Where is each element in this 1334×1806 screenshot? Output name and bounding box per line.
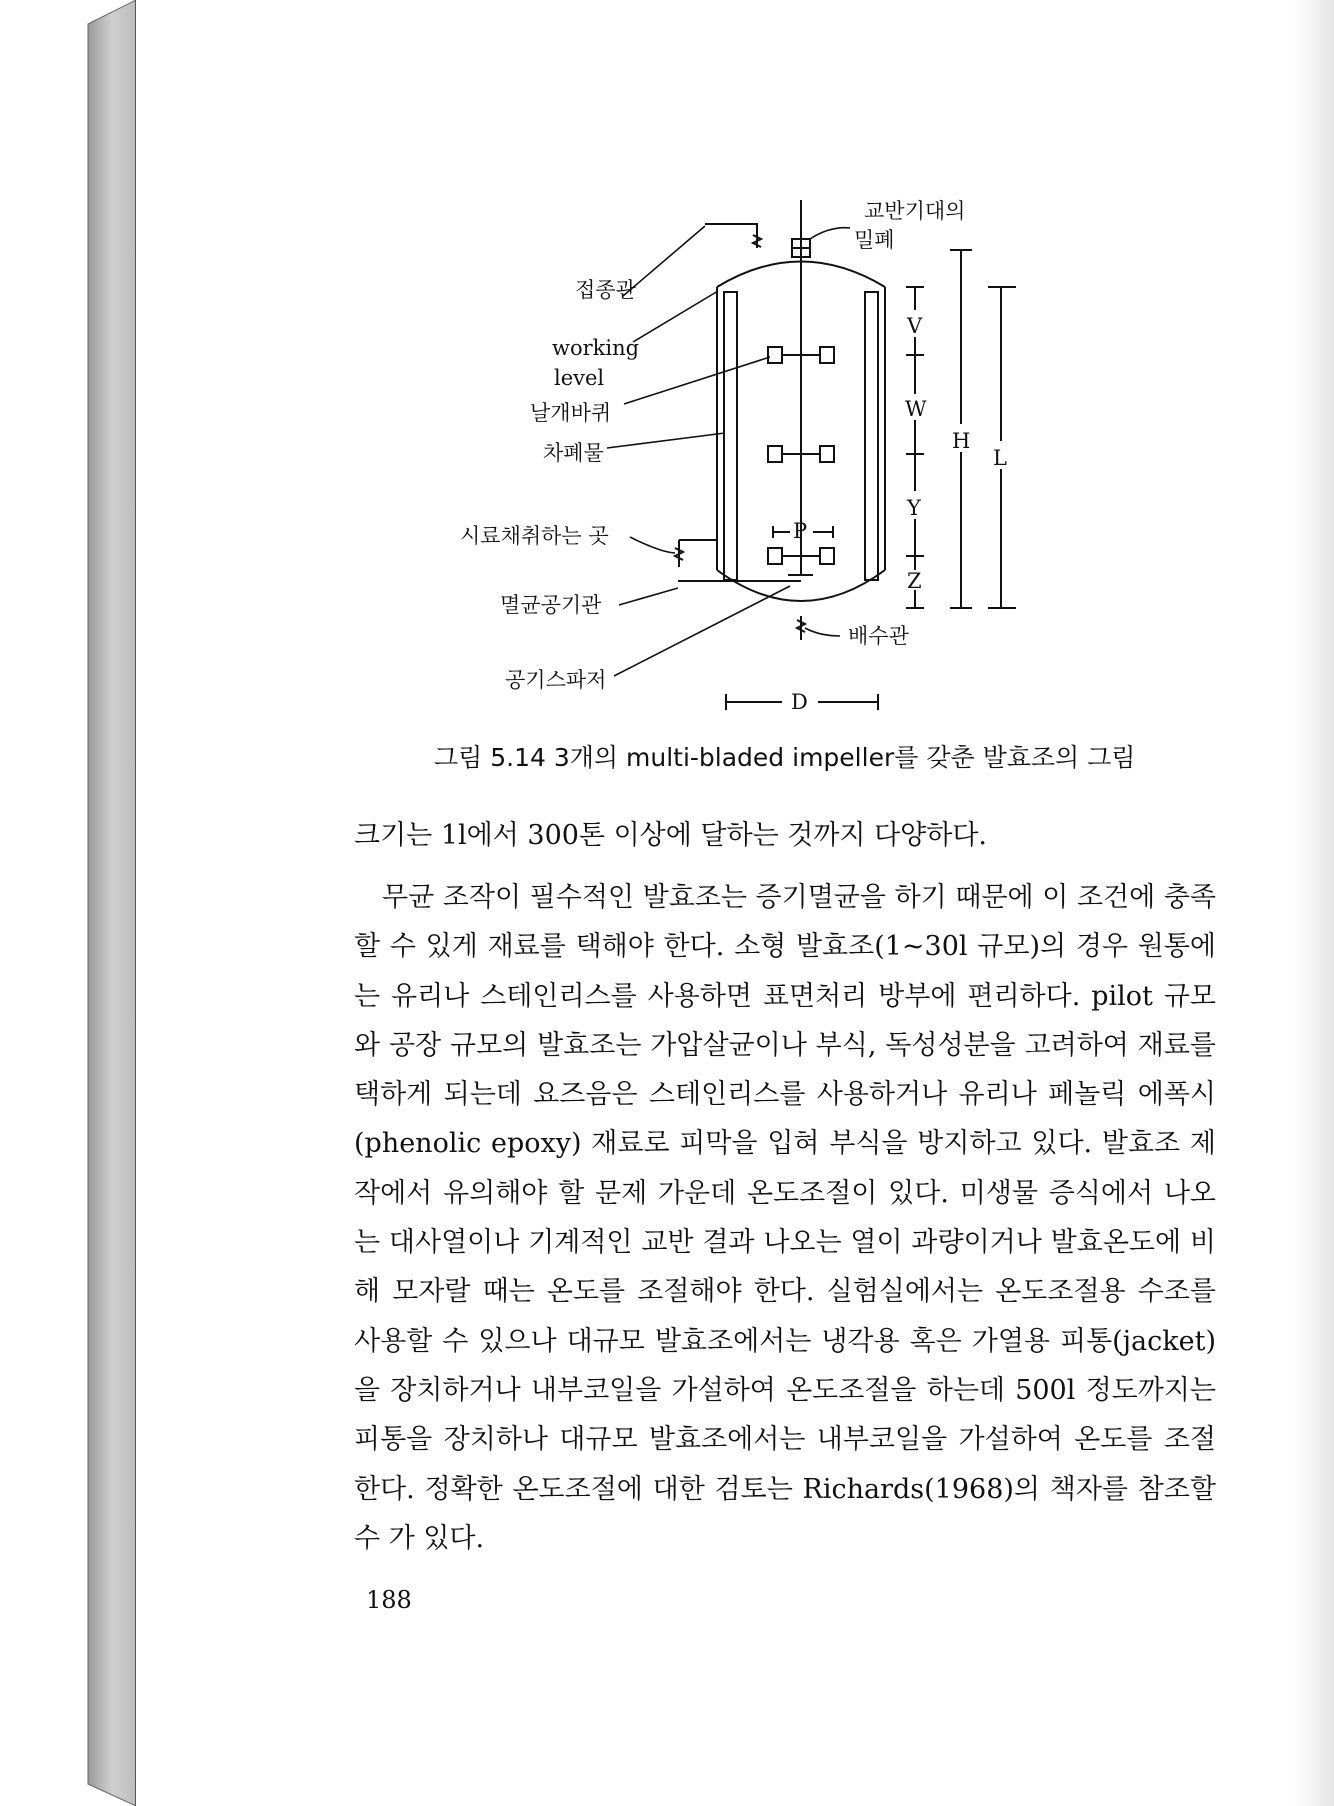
label-dim-w: W	[905, 397, 927, 421]
leader-lines	[607, 226, 850, 676]
label-baffle: 차폐물	[543, 441, 604, 465]
sampling-valve	[675, 540, 717, 567]
label-impeller: 날개바퀴	[530, 401, 612, 425]
label-sparger: 공기스파저	[505, 668, 607, 692]
label-dim-p: P	[793, 519, 808, 543]
label-level: level	[554, 366, 605, 390]
inoculation-pipe	[705, 224, 761, 248]
label-seal-1: 교반기대의	[864, 199, 966, 223]
label-drain: 배수관	[848, 624, 909, 648]
label-dim-z: Z	[907, 569, 922, 593]
label-sterile-air: 멸균공기관	[500, 593, 602, 617]
figure-caption: 그림 5.14 3개의 multi-bladed impeller를 갖춘 발효조의 그림	[434, 743, 1136, 772]
label-dim-y: Y	[907, 496, 921, 520]
text-paragraph: 무균 조작이 필수적인 발효조는 증기멸균을 하기 때문에 이 조건에 충족할 수 있게 재료를 택해야 한다. 소형 발효조(1~30l 규모)의 경우 원통에는 유리나 스테인리스를 사용하면 표면처리 방부에 편리하다. pilot 규모와 공장 규모의 발효조는 가압살균이나 부식, 독성성분을 고려하여 재료를 택하게 되는데 요즈음은 스테인리스를 사용하거나 유리나 페놀릭 에폭시(phenolic epoxy) 재료로 피막을 입혀 부식을 방지하고 있다. 발효조 제작에서 유의해야 할 문제 가운데 온도조절이 있다. 미생물 증식에서 나오는 대사열이나 기계적인 교반 결과 나오는 열이 과량이거나 발효온도에 비해 모자랄 때는 온도를 조절해야 한다. 실험실에서는 온도조절용 수조를 사용할 수 있으나 대규모 발효조에서는 냉각용 혹은 가열용 피통(jacket)을 장치하거나 내부코일을 가설하여 온도조절을 하는데 500l 정도까지는 피통을 장치하나 대규모 발효조에서는 내부코일을 가설하여 온도를 조절한다. 정확한 온도조절에 대한 검토는 Richards(1968)의 책자를 참조할 수 가 있다.	[354, 882, 1216, 1554]
label-dim-l: L	[993, 446, 1007, 470]
label-inoculation: 접종관	[575, 278, 636, 302]
label-dim-d: D	[791, 690, 808, 714]
air-sparger	[678, 575, 813, 581]
label-dim-h: H	[952, 429, 971, 453]
fermenter-diagram	[0, 0, 1334, 760]
text-first-line: 크기는 1l에서 300톤 이상에 달하는 것까지 다양하다.	[354, 820, 987, 851]
label-sampling: 시료채취하는 곳	[460, 524, 609, 548]
label-seal-2: 밀폐	[854, 228, 895, 252]
label-dim-v: V	[907, 314, 923, 338]
page-number: 188	[366, 1586, 412, 1614]
drain-pipe	[797, 616, 805, 640]
label-working: working	[552, 336, 640, 360]
